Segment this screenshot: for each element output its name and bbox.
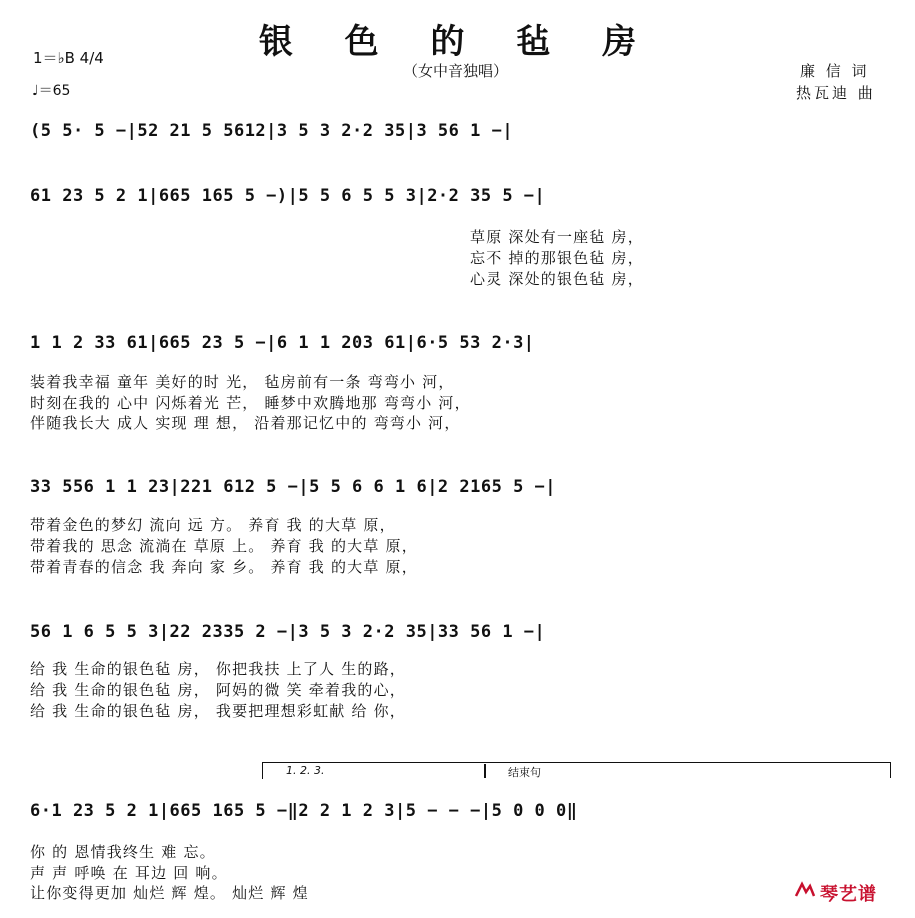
- first-ending-bracket: [262, 762, 891, 779]
- lyric-line-4-verse-1: 带着金色的梦幻 流向 远 方。 养育 我 的大草 原，: [30, 516, 396, 534]
- lyric-line-5-verse-2: 给 我 生命的银色毡 房， 阿妈的微 笑 牵着我的心，: [30, 681, 407, 699]
- lyric-line-2-verse-3: 心灵 深处的银色毡 房，: [470, 270, 644, 288]
- notation-line-5: 56 1 6 5 5 3|22 2335 2 −|3 5 3 2·2 35|33 56 1 −|: [30, 622, 546, 642]
- lyric-line-5-verse-3: 给 我 生命的银色毡 房， 我要把理想彩虹献 给 你，: [30, 702, 407, 720]
- tempo-marking: ♩＝65: [32, 83, 71, 99]
- lyricist-credit: 廉 信 词: [800, 62, 870, 80]
- lyric-line-3-verse-3: 伴随我长大 成人 实现 理 想， 沿着那记忆中的 弯弯小 河，: [30, 414, 461, 432]
- lyric-line-4-verse-2: 带着我的 思念 流淌在 草原 上。 养育 我 的大草 原，: [30, 537, 418, 555]
- first-ending-label: 1. 2. 3.: [286, 764, 325, 777]
- site-watermark: [794, 880, 877, 906]
- lyric-line-3-verse-2: 时刻在我的 心中 闪烁着光 芒， 睡梦中欢腾地那 弯弯小 河，: [30, 394, 471, 412]
- lyric-line-2-verse-1: 草原 深处有一座毡 房，: [470, 228, 644, 246]
- lyric-line-6-verse-3: 让你变得更加 灿烂 辉 煌。 灿烂 辉 煌: [30, 884, 309, 902]
- watermark-text: 琴艺谱: [820, 884, 877, 905]
- final-ending-label: 结束句: [508, 766, 541, 779]
- lyric-line-4-verse-3: 带着青春的信念 我 奔向 家 乡。 养育 我 的大草 原，: [30, 558, 418, 576]
- lyric-line-6-verse-2: 声 声 呼唤 在 耳边 回 响。: [30, 864, 228, 882]
- music-logo-icon: [794, 880, 816, 905]
- notation-line-1: (5 5· 5 −|52 21 5 5612|3 5 3 2·2 35|3 56 1 −|: [30, 121, 514, 141]
- notation-line-4: 33 556 1 1 23|221 612 5 −|5 5 6 6 1 6|2 2165 5 −|: [30, 477, 557, 497]
- composer-credit: 热瓦迪 曲: [796, 84, 876, 102]
- song-subtitle: （女中音独唱）: [403, 62, 509, 80]
- ending-bracket-divider: [484, 764, 486, 778]
- notation-line-6: 6·1 23 5 2 1|665 165 5 −‖2 2 1 2 3|5 − − −|5 0 0 0‖: [30, 801, 578, 821]
- notation-line-2: 61 23 5 2 1|665 165 5 −)|5 5 6 5 5 3|2·2 35 5 −|: [30, 186, 546, 206]
- lyric-line-3-verse-1: 装着我幸福 童年 美好的时 光， 毡房前有一条 弯弯小 河，: [30, 373, 455, 391]
- lyric-line-6-verse-1: 你 的 恩情我终生 难 忘。: [30, 843, 216, 861]
- lyric-line-2-verse-2: 忘不 掉的那银色毡 房，: [470, 249, 644, 267]
- notation-line-3: 1 1 2 33 61|665 23 5 −|6 1 1 203 61|6·5 53 2·3|: [30, 333, 535, 353]
- ending-bracket-right-edge: [890, 762, 891, 778]
- key-signature: 1＝♭B 4/4: [33, 49, 104, 67]
- lyric-line-5-verse-1: 给 我 生命的银色毡 房， 你把我扶 上了人 生的路，: [30, 660, 407, 678]
- song-title: 银 色 的 毡 房: [258, 22, 657, 62]
